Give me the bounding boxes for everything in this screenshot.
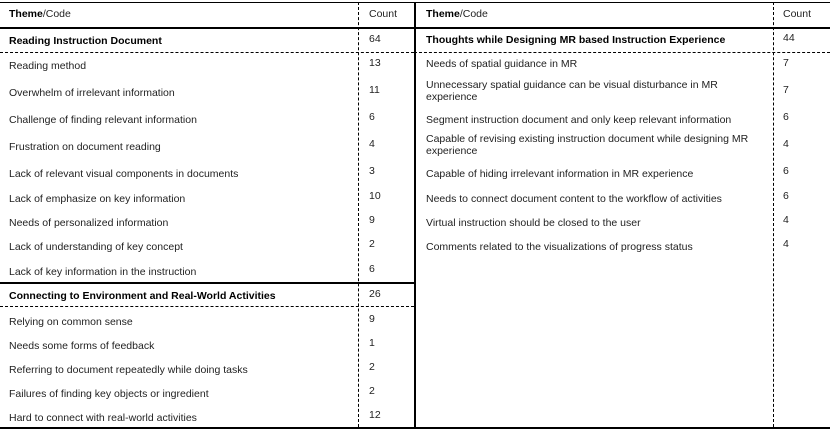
code-label: Capable of hiding irrelevant information in MR experience [426, 168, 694, 180]
code-label: Needs of personalized information [9, 217, 169, 229]
theme-divider [414, 52, 830, 53]
theme-divider [0, 306, 414, 307]
code-count: 9 [369, 214, 375, 226]
code-count: 4 [783, 238, 789, 250]
code-count: 6 [369, 111, 375, 123]
code-count: 2 [369, 238, 375, 250]
code-label: Hard to connect with real-world activities [9, 412, 197, 424]
code-count: 7 [783, 84, 789, 96]
code-label: Overwhelm of irrelevant information [9, 87, 175, 99]
code-label: Lack of key information in the instruction [9, 266, 197, 278]
theme-divider [0, 52, 414, 53]
header-bottom-border [0, 27, 830, 29]
header-theme-label: Theme [426, 8, 460, 20]
center-divider [414, 2, 416, 427]
code-label: Needs to connect document content to the workflow of activities [426, 193, 722, 205]
code-count: 4 [369, 138, 375, 150]
code-count: 3 [369, 165, 375, 177]
code-label: Lack of relevant visual components in documents [9, 168, 239, 180]
theme-count: 44 [783, 32, 795, 44]
theme-heading: Reading Instruction Document [9, 35, 162, 47]
left-count-divider [358, 2, 359, 427]
code-label: Unnecessary spatial guidance can be visual disturbance in MR experience [426, 79, 718, 103]
code-count: 2 [369, 385, 375, 397]
code-count: 6 [783, 190, 789, 202]
code-label: Needs some forms of feedback [9, 340, 155, 352]
code-label: Reading method [9, 60, 87, 72]
code-count: 4 [783, 214, 789, 226]
code-label: Virtual instruction should be closed to the user [426, 217, 641, 229]
theme-divider [0, 282, 414, 284]
code-label: Comments related to the visualizations of progress status [426, 241, 693, 253]
code-count: 6 [369, 263, 375, 275]
code-label: Referring to document repeatedly while doing tasks [9, 364, 248, 376]
code-count: 6 [783, 165, 789, 177]
code-label: Challenge of finding relevant information [9, 114, 197, 126]
code-count: 6 [783, 111, 789, 123]
code-count: 10 [369, 190, 381, 202]
code-label: Segment instruction document and only keep relevant information [426, 114, 732, 126]
code-label: Frustration on document reading [9, 141, 161, 153]
code-label: Capable of revising existing instruction document while designing MR experience [426, 133, 749, 157]
code-label: Needs of spatial guidance in MR [426, 58, 578, 70]
code-count: 2 [369, 361, 375, 373]
theme-count: 64 [369, 33, 381, 45]
code-label: Relying on common sense [9, 316, 133, 328]
theme-heading: Connecting to Environment and Real-World Activities [9, 290, 276, 302]
code-label: Lack of understanding of key concept [9, 241, 183, 253]
code-count: 12 [369, 409, 381, 421]
code-count: 1 [369, 337, 375, 349]
table-bottom-border [0, 427, 830, 429]
header-code-label: /Code [42, 8, 71, 20]
left-theme-code-header [9, 8, 71, 20]
code-count: 4 [783, 138, 789, 150]
code-count: 13 [369, 57, 381, 69]
code-label: Failures of finding key objects or ingredient [9, 388, 209, 400]
left-count-header: Count [369, 8, 398, 20]
right-count-divider [773, 2, 774, 427]
theme-heading: Thoughts while Designing MR based Instruction Experience [426, 34, 726, 46]
code-count: 7 [783, 57, 789, 69]
right-theme-code-header [426, 8, 488, 20]
code-label: Lack of emphasize on key information [9, 193, 186, 205]
code-count: 11 [369, 84, 380, 96]
code-count: 9 [369, 313, 375, 325]
right-count-header: Count [783, 8, 812, 20]
theme-count: 26 [369, 288, 381, 300]
header-theme-label: Theme [9, 8, 43, 20]
header-code-label: /Code [459, 8, 488, 20]
